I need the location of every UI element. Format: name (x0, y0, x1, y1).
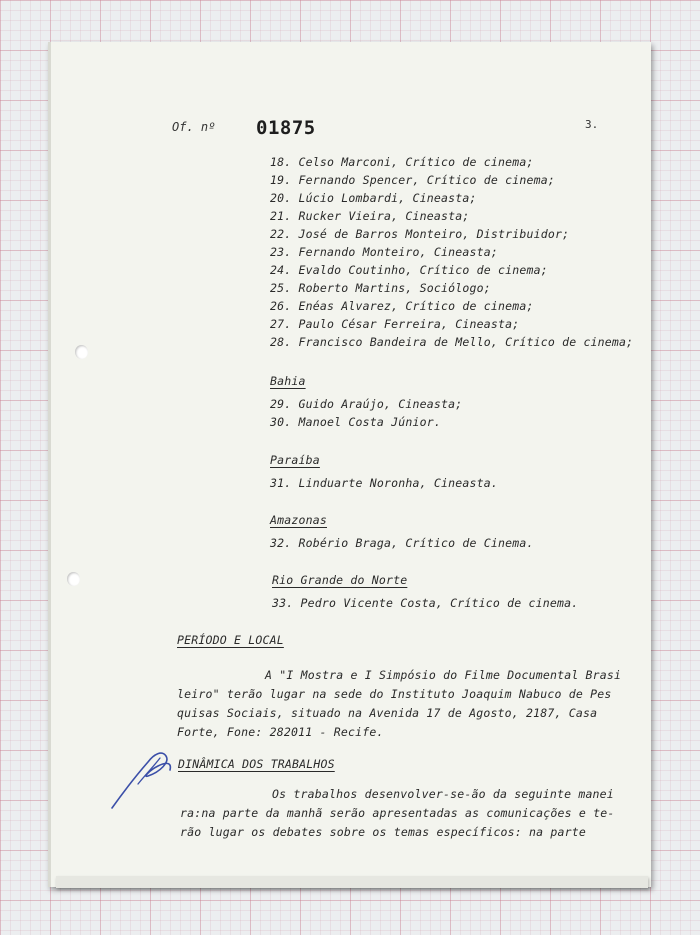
sheet-edge (56, 876, 648, 888)
section-heading-dinamica: DINÂMICA DOS TRABALHOS (178, 757, 335, 771)
paragraph-line: ra:na parte da manhã serão apresentadas as comunicações e te- (180, 806, 615, 820)
section-heading-amazonas: Amazonas (270, 513, 327, 527)
paragraph-line: A "I Mostra e I Simpósio do Filme Documental Brasi (265, 668, 622, 682)
list-item: 33. Pedro Vicente Costa, Crítico de cinema. (272, 596, 579, 610)
list-item: 28. Francisco Bandeira de Mello, Crítico de cinema; (270, 335, 634, 349)
list-item: 22. José de Barros Monteiro, Distribuidor; (270, 227, 570, 241)
punch-hole-bottom (67, 572, 80, 586)
section-heading-paraiba: Paraíba (270, 453, 320, 467)
list-item: 21. Rucker Vieira, Cineasta; (270, 209, 470, 223)
list-item: 24. Evaldo Coutinho, Crítico de cinema; (270, 263, 548, 277)
paragraph-line: leiro" terão lugar na sede do Instituto Joaquim Nabuco de Pes (177, 687, 612, 701)
list-item: 20. Lúcio Lombardi, Cineasta; (270, 191, 477, 205)
list-item: 19. Fernando Spencer, Crítico de cinema; (270, 173, 555, 187)
list-item: 26. Enéas Alvarez, Crítico de cinema; (270, 299, 534, 313)
section-heading-rn: Rio Grande do Norte (272, 573, 408, 587)
list-item: 32. Robério Braga, Crítico de Cinema. (270, 536, 534, 550)
paragraph-line: Forte, Fone: 282011 - Recife. (177, 725, 384, 739)
list-item: 27. Paulo César Ferreira, Cineasta; (270, 317, 520, 331)
paragraph-line: rão lugar os debates sobre os temas específicos: na parte (180, 825, 587, 839)
handwritten-signature (108, 748, 180, 812)
punch-hole-top (75, 345, 88, 359)
page-number: 3. (585, 118, 599, 131)
oficio-label: Of. nº (172, 120, 216, 134)
list-item: 30. Manoel Costa Júnior. (270, 415, 441, 429)
list-item: 18. Celso Marconi, Crítico de cinema; (270, 155, 534, 169)
section-heading-periodo: PERÍODO E LOCAL (177, 633, 284, 647)
paragraph-line: Os trabalhos desenvolver-se-ão da seguinte manei (272, 787, 614, 801)
paragraph-line: quisas Sociais, situado na Avenida 17 de Agosto, 2187, Casa (177, 706, 598, 720)
list-item: 25. Roberto Martins, Sociólogo; (270, 281, 491, 295)
document-number: 01875 (256, 117, 316, 139)
list-item: 29. Guido Araújo, Cineasta; (270, 397, 463, 411)
list-item: 31. Linduarte Noronha, Cineasta. (270, 476, 498, 490)
section-heading-bahia: Bahia (270, 374, 306, 388)
list-item: 23. Fernando Monteiro, Cineasta; (270, 245, 498, 259)
